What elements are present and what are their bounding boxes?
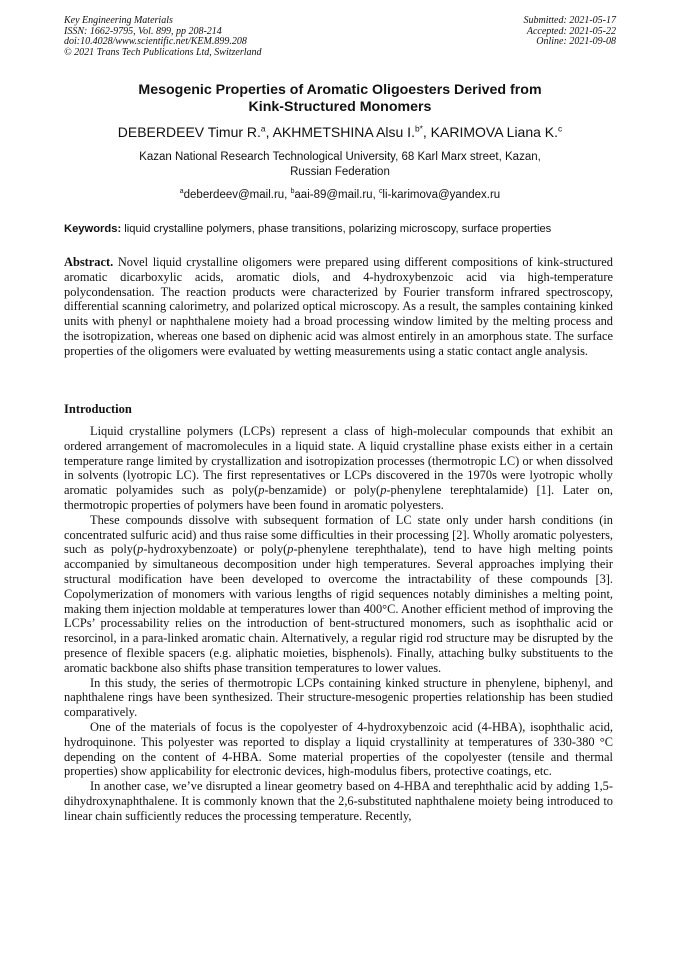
section-heading-introduction: Introduction bbox=[64, 402, 132, 416]
author-2: AKHMETSHINA Alsu I.$^{b*}$, bbox=[272, 123, 431, 140]
copyright: © 2021 Trans Tech Publications Ltd, Switzerland bbox=[64, 46, 262, 58]
italic-run: p bbox=[380, 483, 387, 498]
keywords-label: Keywords: bbox=[64, 223, 122, 235]
accepted-date: Accepted: 2021-05-22 bbox=[526, 25, 616, 37]
abstract-label: Abstract. bbox=[64, 255, 114, 269]
italic-run: p bbox=[287, 542, 294, 557]
text-run: In this study, the series of thermotropic LCPs containing kinked structure in phenylene, biphenyl, and naphthalene rings have been synthesized. Their structure-mesogenic properties relationship has been studied comparatively. bbox=[64, 675, 613, 720]
issn: ISSN: 1662-9795, Vol. 899, pp 208-214 bbox=[64, 25, 222, 37]
text-run: -benzamide) or poly( bbox=[264, 483, 381, 498]
body-paragraph bbox=[64, 676, 613, 720]
author-1: DEBERDEEV Timur R.$^a$, bbox=[117, 123, 273, 140]
text-run: Liquid crystalline polymers (LCPs) represent a class of high-molecular compounds that exhibit an ordered arrangement of macromolecules in a liquid state. A liquid crystalline phase exists either in a certain temperature range limited by crystallization and isotropization processes (thermotropic LC) or when dissolved in solvents (lyotropic LC). The first representatives or LCPs discovered in the 1970s were lyotropic wholly aromatic polyamides such as poly( bbox=[64, 424, 613, 498]
journal-info bbox=[64, 16, 262, 58]
body-paragraph bbox=[64, 513, 613, 676]
text-run: One of the materials of focus is the copolyester of 4-hydroxybenzoic acid (4-HBA), isophthalic acid, hydroquinone. This polyester was reported to display a liquid crystallinity at temperatures of 330-380 °C depending on the content of 4-HBA. Some material properties of the copolyester (tensile and thermal properties) show applicability for electronic devices, high-modulus fibers, protective coatings, etc. bbox=[64, 719, 613, 779]
italic-run: p bbox=[137, 542, 144, 557]
affiliation-line-2: Russian Federation bbox=[290, 165, 390, 178]
online-date: Online: 2021-09-08 bbox=[536, 36, 616, 48]
journal-name: Key Engineering Materials bbox=[64, 15, 173, 26]
text-run: -phenylene terephthalate), tend to have high melting points accompanied by simultaneous decomposition under high temperatures. Several approaches implying their structural modification have been developed to overcome the intractability of these compounds [3]. Copolymerization of monomers with various lengths of rigid sequences notably diminishes a melting point, making them injection moldable at temperatures lower than 400°C. Another efficient method of improving the LCPs’ processability relies on the introduction of bent-structured monomers, such as isophthalic acid or resorcinol, in a para-linked aromatic chain. Alternatively, a regular rigid rod structure may be disrupted by the presence of flexible spacers (e.g. aliphatic moieties, bisphenols). Finally, attaching bulky substituents to the aromatic backbone also shifts phase transition temperatures to lower values. bbox=[64, 542, 614, 675]
italic-run: p bbox=[258, 483, 265, 498]
paper-title bbox=[64, 82, 616, 116]
author-list bbox=[40, 124, 640, 141]
title-line-1: Mesogenic Properties of Aromatic Oligoesters Derived from bbox=[138, 82, 542, 98]
abstract bbox=[64, 255, 613, 359]
text-run: These compounds dissolve with subsequent formation of LC state only under harsh conditions (in concentrated sulfuric acid) and thus raise some difficulties in their processing [2]. Wholly aromatic polyesters, such as poly( bbox=[64, 512, 613, 557]
keywords-text: liquid crystalline polymers, phase transitions, polarizing microscopy, surface properties bbox=[121, 223, 552, 235]
affiliation bbox=[64, 150, 616, 179]
keywords bbox=[64, 222, 624, 236]
doi[interactable]: doi:10.4028/www.scientific.net/KEM.899.208 bbox=[64, 36, 247, 48]
title-line-2: Kink-Structured Monomers bbox=[248, 99, 432, 115]
email-3[interactable]: $^c$li-karimova@yandex.ru bbox=[378, 188, 501, 201]
email-1[interactable]: $^a$deberdeev@mail.ru bbox=[179, 188, 285, 201]
email-list: $^a$deberdeev@mail.ru, $^b$aai-89@mail.ru, $^c$li-karimova@yandex.ru bbox=[179, 188, 501, 201]
text-run: -hydroxybenzoate) or poly( bbox=[143, 542, 288, 557]
body-paragraph bbox=[64, 424, 613, 513]
author-3: KARIMOVA Liana K.$^c$ bbox=[430, 123, 563, 140]
submitted-date: Submitted: 2021-05-17 bbox=[523, 15, 616, 26]
text-run: In another case, we’ve disrupted a linear geometry based on 4-HBA and terephthalic acid by adding 1,5-dihydroxynaphthalene. It is commonly known that the 2,6-substituted naphthalene moiety being introduced to linear chain sufficiently reduces the processing temperature. Recently, bbox=[64, 779, 613, 823]
abstract-text: Novel liquid crystalline oligomers were prepared using different compositions of kink-structured aromatic dicarboxylic acids, aromatic diols, and 4-hydroxybenzoic acid via high-temperature polycondensation. The reaction products were characterized by Fourier transform infrared spectroscopy, differential scanning calorimetry, and polarized optical microscopy. As a result, the samples containing kinked units with phenyl or naphthalene moiety had a broad processing window limited by the melting process and the isotropization, whereas one based on diphenic acid was almost entirely in an amorphous state. The surface properties of the oligomers were evaluated by wetting measurements using a static contact angle analysis. bbox=[64, 255, 613, 358]
affiliation-line-1: Kazan National Research Technological University, 68 Karl Marx street, Kazan, bbox=[139, 151, 541, 163]
dates-info bbox=[524, 16, 617, 48]
body-paragraph bbox=[64, 720, 613, 779]
text-run: -phenylene terephtalamide) [1]. Later on, thermotropic properties of polymers have been found in aromatic polyesters. bbox=[64, 483, 613, 512]
introduction-body bbox=[64, 424, 613, 824]
body-paragraph bbox=[64, 779, 613, 823]
email-2[interactable]: $^b$aai-89@mail.ru bbox=[290, 188, 373, 201]
